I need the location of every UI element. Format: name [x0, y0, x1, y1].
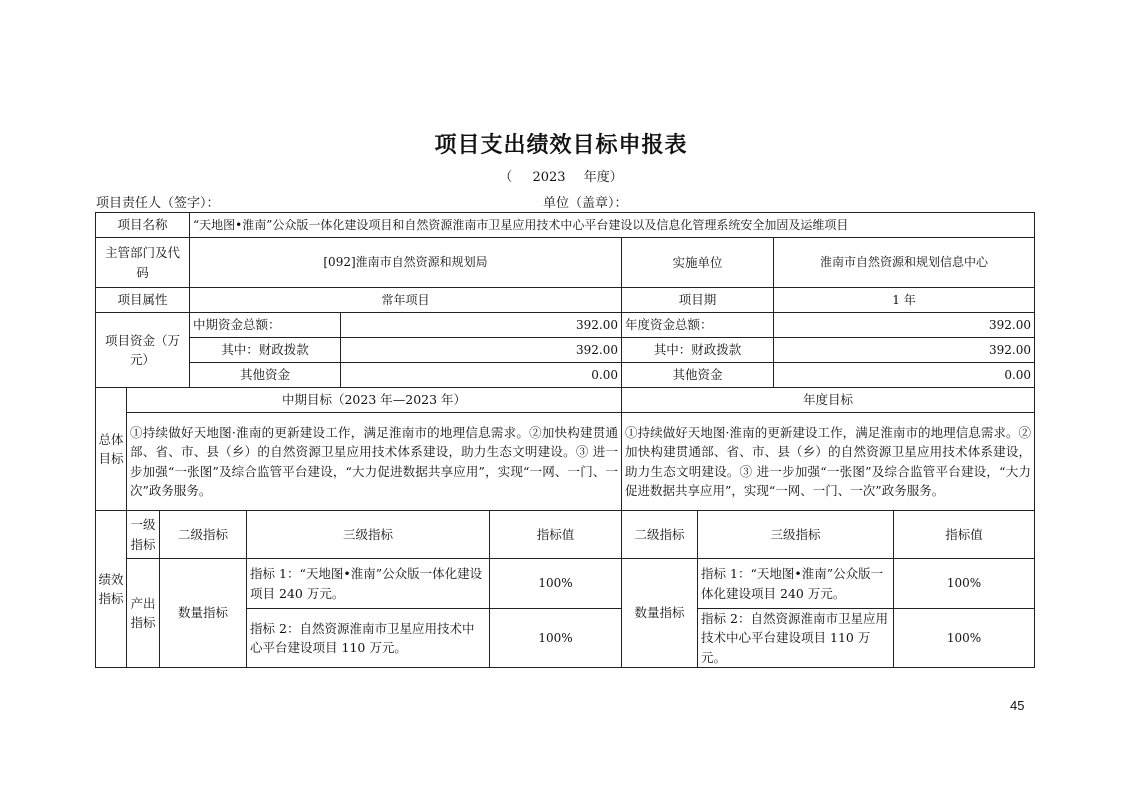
- year-other-value: 0.00: [774, 363, 1035, 388]
- overall-goal-label: 总体目标: [96, 388, 127, 511]
- year-line: [0, 166, 1122, 185]
- page-number: 45: [1010, 698, 1025, 713]
- page-title: 项目支出绩效目标申报表: [434, 133, 688, 158]
- mid-indicator-1-name: 指标 1：“天地图•淮南”公众版一体化建设项目 240 万元。: [247, 559, 490, 609]
- year-suffix: 年度）: [583, 170, 623, 185]
- col-value-header: 指标值: [490, 511, 622, 559]
- row-goals-text: [96, 413, 1035, 511]
- mid-indicator-2-name: 指标 2：自然资源淮南市卫星应用技术中心平台建设项目 110 万元。: [247, 609, 490, 668]
- mid-other-label: 其他资金: [190, 363, 341, 388]
- year-other-label: 其他资金: [622, 363, 774, 388]
- row-funds-fiscal: [96, 338, 1035, 363]
- department-label: 主管部门及代码: [96, 238, 190, 288]
- year-quantity-indicator-label: 数量指标: [622, 559, 698, 668]
- year-goal-header: 年度目标: [622, 388, 1035, 413]
- year-total-label: 年度资金总额：: [622, 313, 774, 338]
- mid-goal-header: 中期目标（2023 年—2023 年）: [127, 388, 622, 413]
- period-value: 1 年: [774, 288, 1035, 313]
- quantity-indicator-label: 数量指标: [160, 559, 247, 668]
- year-indicator-2-name: 指标 2：自然资源淮南市卫星应用技术中心平台建设项目 110 万元。: [698, 609, 894, 668]
- col-level2-header-year: 二级指标: [622, 511, 698, 559]
- period-label: 项目期: [622, 288, 774, 313]
- year-fiscal-label: 其中：财政拨款: [622, 338, 774, 363]
- year-indicator-1-value: 100%: [894, 559, 1035, 609]
- row-funds-total: [96, 313, 1035, 338]
- year-fiscal-value: 392.00: [774, 338, 1035, 363]
- implementer-label: 实施单位: [622, 238, 774, 288]
- mid-fiscal-value: 392.00: [341, 338, 622, 363]
- col-level2-header: 二级指标: [160, 511, 247, 559]
- mid-fiscal-label: 其中：财政拨款: [190, 338, 341, 363]
- year-indicator-1-name: 指标 1：“天地图•淮南”公众版一体化建设项目 240 万元。: [698, 559, 894, 609]
- year-goal-text: ①持续做好天地图·淮南的更新建设工作，满足淮南市的地理信息需求。②加快构建贯通部、省、市、县（乡）的自然资源卫星应用技术体系建设，助力生态文明建设。③ 进一步加强“一张图”及综合监管平台建设，“大力促进数据共享应用”，实现“一网、一门、一次”政务服务。: [622, 413, 1035, 511]
- row-attribute: [96, 288, 1035, 313]
- col-level1-header: 一级指标: [127, 511, 160, 559]
- indicators-label: 绩效指标: [96, 511, 127, 668]
- signer-label: 项目责任人（签字）：: [96, 196, 220, 211]
- project-name-label: 项目名称: [96, 213, 190, 238]
- mid-total-label: 中期资金总额：: [190, 313, 341, 338]
- funds-label: 项目资金（万元）: [96, 313, 190, 388]
- performance-goal-table: [95, 212, 1035, 668]
- col-value-header-year: 指标值: [894, 511, 1035, 559]
- attribute-value: 常年项目: [190, 288, 622, 313]
- output-indicator-label: 产出指标: [127, 559, 160, 668]
- row-indicator-header: [96, 511, 1035, 559]
- attribute-label: 项目属性: [96, 288, 190, 313]
- indicator-row: [96, 559, 1035, 609]
- col-level3-header-year: 三级指标: [698, 511, 894, 559]
- row-goals-header: [96, 388, 1035, 413]
- row-funds-other: [96, 363, 1035, 388]
- department-value: [092]淮南市自然资源和规划局: [190, 238, 622, 288]
- year-total-value: 392.00: [774, 313, 1035, 338]
- mid-total-value: 392.00: [341, 313, 622, 338]
- year-value: 2023: [532, 170, 566, 185]
- unit-label: 单位（盖章）：: [543, 196, 628, 211]
- mid-indicator-1-value: 100%: [490, 559, 622, 609]
- row-department: [96, 238, 1035, 288]
- mid-other-value: 0.00: [341, 363, 622, 388]
- year-indicator-2-value: 100%: [894, 609, 1035, 668]
- implementer-value: 淮南市自然资源和规划信息中心: [774, 238, 1035, 288]
- year-prefix: （: [499, 170, 513, 185]
- mid-indicator-2-value: 100%: [490, 609, 622, 668]
- row-project-name: [96, 213, 1035, 238]
- mid-goal-text: ①持续做好天地图·淮南的更新建设工作，满足淮南市的地理信息需求。②加快构建贯通部、省、市、县（乡）的自然资源卫星应用技术体系建设，助力生态文明建设。③ 进一步加强“一张图”及综合监管平台建设，“大力促进数据共享应用”，实现“一网、一门、一次”政务服务。: [127, 413, 622, 511]
- col-level3-header: 三级指标: [247, 511, 490, 559]
- project-name-value: “天地图•淮南”公众版一体化建设项目和自然资源淮南市卫星应用技术中心平台建设以及信息化管理系统安全加固及运维项目: [190, 213, 1035, 238]
